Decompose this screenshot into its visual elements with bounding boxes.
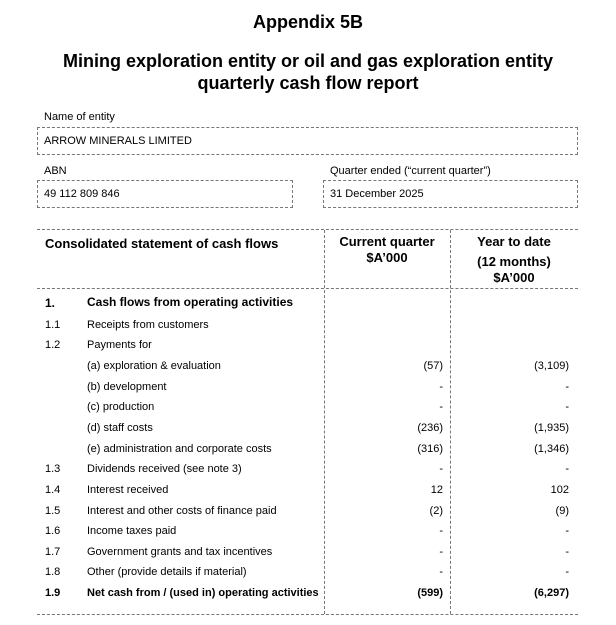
current-quarter-value: (316) — [417, 443, 443, 455]
row-description: Other (provide details if material) — [87, 566, 247, 578]
current-quarter-value: - — [439, 401, 443, 413]
year-to-date-value: - — [565, 401, 569, 413]
row-description: (d) staff costs — [87, 422, 153, 434]
row-number: 1.6 — [45, 525, 61, 537]
cash-flow-table — [37, 229, 578, 615]
row-description: Government grants and tax incentives — [87, 546, 273, 558]
year-to-date-header — [450, 234, 578, 286]
current-quarter-value: 12 — [430, 484, 443, 496]
row-number: 1.8 — [45, 566, 61, 578]
current-quarter-value: (599) — [417, 587, 443, 599]
table-row — [37, 418, 578, 438]
current-quarter-header-unit: $A’000 — [366, 250, 408, 265]
row-number: 1. — [45, 296, 56, 310]
table-row — [37, 377, 578, 397]
table-row — [37, 315, 578, 335]
row-description: Net cash from / (used in) operating activities — [87, 587, 319, 599]
year-to-date-value: (3,109) — [534, 360, 569, 372]
year-to-date-header-unit: $A’000 — [493, 270, 535, 285]
year-to-date-header-line: Year to date — [477, 234, 551, 249]
row-number: 1.5 — [45, 505, 61, 517]
row-number: 1.1 — [45, 319, 61, 331]
table-row — [37, 356, 578, 376]
table-row — [37, 542, 578, 562]
current-quarter-value: (2) — [429, 505, 443, 517]
current-quarter-value: - — [439, 381, 443, 393]
quarter-value: 31 December 2025 — [330, 188, 424, 200]
current-quarter-value: - — [439, 463, 443, 475]
year-to-date-value: - — [565, 463, 569, 475]
year-to-date-value: (1,346) — [534, 443, 569, 455]
row-description: Interest and other costs of finance paid — [87, 505, 277, 517]
row-description: (a) exploration & evaluation — [87, 360, 221, 372]
report-title-line-1: Mining exploration entity or oil and gas exploration entity — [62, 51, 554, 71]
row-number: 1.9 — [45, 587, 61, 599]
table-row — [37, 335, 578, 355]
row-description: Cash flows from operating activities — [87, 295, 294, 309]
current-quarter-value: (236) — [417, 422, 443, 434]
year-to-date-value: (6,297) — [534, 587, 569, 599]
quarter-label: Quarter ended (“current quarter”) — [330, 165, 491, 177]
quarter-field — [323, 180, 578, 208]
year-to-date-value: - — [565, 566, 569, 578]
abn-value: 49 112 809 846 — [44, 188, 120, 200]
row-description: (e) administration and corporate costs — [87, 443, 272, 455]
table-row — [37, 439, 578, 459]
row-description: Receipts from customers — [87, 319, 209, 331]
year-to-date-header-period: (12 months) — [477, 254, 551, 269]
current-quarter-value: (57) — [423, 360, 443, 372]
table-row — [37, 562, 578, 582]
entity-name-label: Name of entity — [44, 111, 115, 123]
row-number: 1.3 — [45, 463, 61, 475]
year-to-date-value: - — [565, 381, 569, 393]
entity-name-field — [37, 127, 578, 155]
row-description: Income taxes paid — [87, 525, 177, 537]
year-to-date-value: 102 — [550, 484, 569, 496]
current-quarter-header — [324, 234, 450, 266]
current-quarter-value: - — [439, 566, 443, 578]
row-description: (b) development — [87, 381, 167, 393]
year-to-date-value: (1,935) — [534, 422, 569, 434]
report-title — [0, 50, 616, 94]
row-description: (c) production — [87, 401, 155, 413]
current-quarter-value: - — [439, 546, 443, 558]
table-row — [37, 292, 578, 312]
row-number: 1.4 — [45, 484, 61, 496]
table-row — [37, 459, 578, 479]
abn-field — [37, 180, 293, 208]
report-title-line-2: quarterly cash flow report — [197, 73, 419, 93]
table-row — [37, 480, 578, 500]
table-row — [37, 501, 578, 521]
statement-heading: Consolidated statement of cash flows — [45, 236, 279, 251]
current-quarter-value: - — [439, 525, 443, 537]
table-row — [37, 521, 578, 541]
row-description: Dividends received (see note 3) — [87, 463, 242, 475]
entity-name-value: ARROW MINERALS LIMITED — [44, 135, 192, 147]
year-to-date-value: - — [565, 525, 569, 537]
row-description: Interest received — [87, 484, 169, 496]
row-number: 1.2 — [45, 339, 61, 351]
header-separator — [37, 288, 578, 289]
year-to-date-value: - — [565, 546, 569, 558]
abn-label: ABN — [44, 165, 67, 177]
table-row — [37, 583, 578, 603]
appendix-title: Appendix 5B — [252, 12, 363, 32]
row-number: 1.7 — [45, 546, 61, 558]
year-to-date-value: (9) — [555, 505, 569, 517]
row-description: Payments for — [87, 339, 152, 351]
table-row — [37, 397, 578, 417]
current-quarter-header-line: Current quarter — [339, 234, 435, 249]
